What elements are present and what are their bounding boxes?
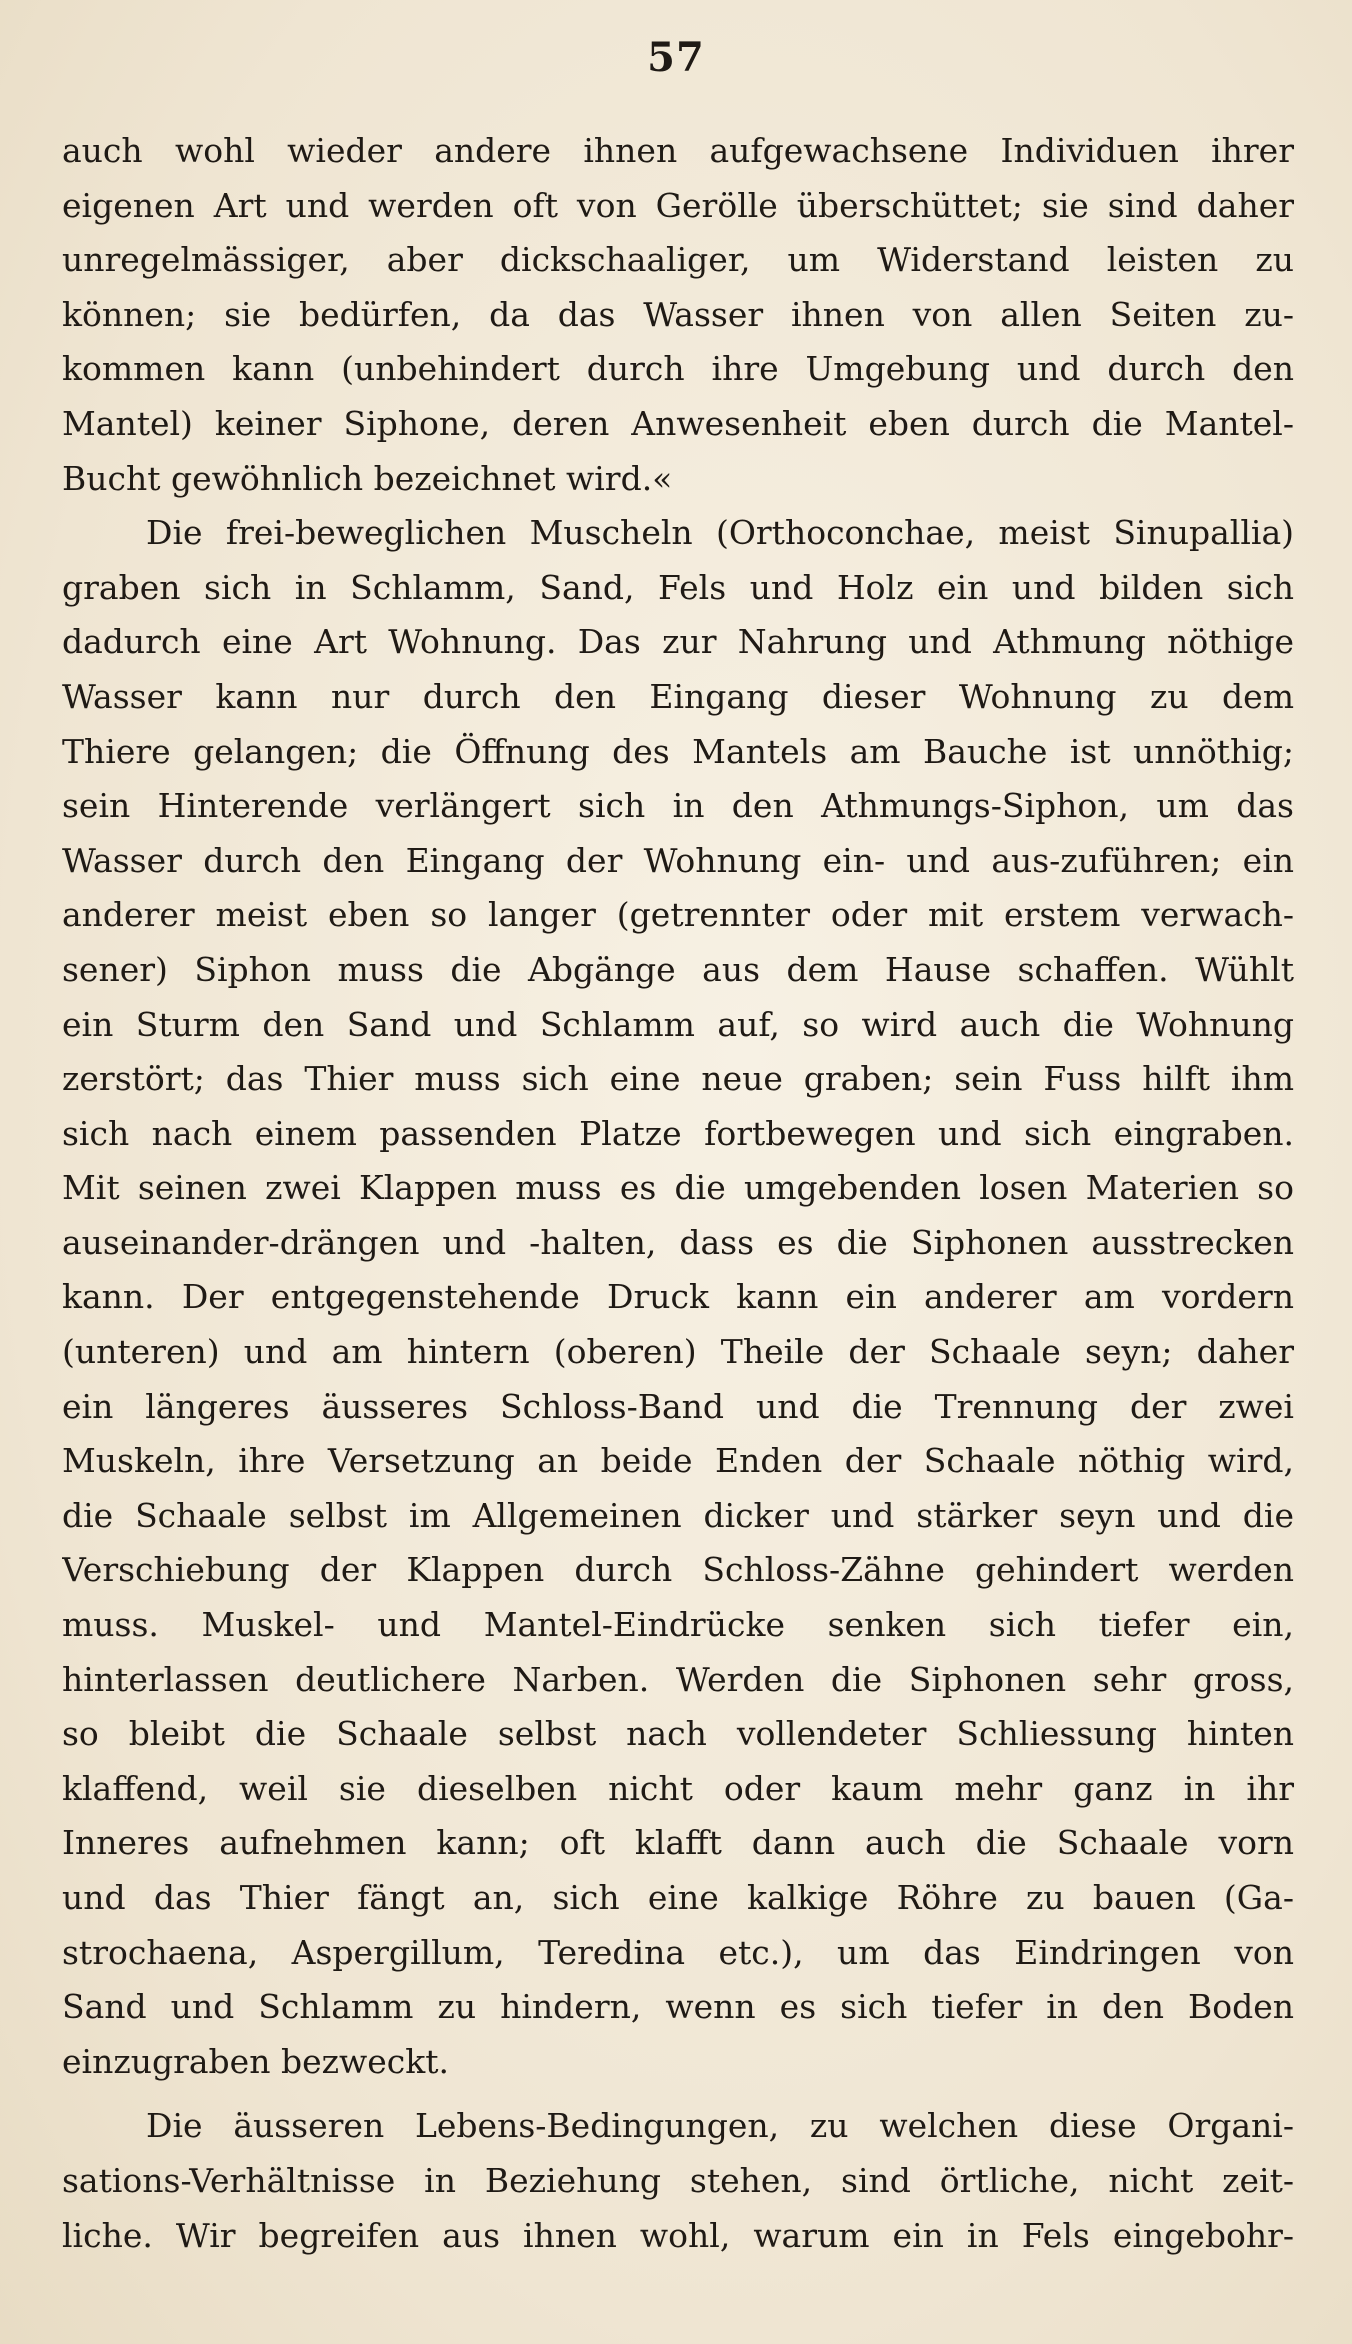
text-line: und das Thier fängt an, sich eine kalkige Röhre zu bauen (Ga- — [62, 1878, 1294, 1917]
text-line: Wasser durch den Eingang der Wohnung ein- und aus-zuführen; ein — [62, 840, 1294, 880]
text-line: sein Hinterende verlängert sich in den Athmungs-Siphon, um das — [62, 786, 1294, 826]
text-line: eigenen Art und werden oft von Gerölle überschüttet; sie sind daher — [62, 185, 1294, 225]
paragraph-3 — [62, 2099, 1294, 2263]
text-line: (unteren) und am hintern (oberen) Theile der Schaale seyn; daher — [62, 1332, 1294, 1372]
paragraph-2 — [62, 506, 1294, 2089]
text-line: Mantel) keiner Siphone, deren Anwesenheit eben durch die Mantel- — [62, 403, 1294, 443]
text-line: so bleibt die Schaale selbst nach vollendeter Schliessung hinten — [62, 1714, 1294, 1754]
text-line: ein Sturm den Sand und Schlamm auf, so wird auch die Wohnung — [62, 1004, 1294, 1044]
text-line: kommen kann (unbehindert durch ihre Umgebung und durch den — [62, 349, 1294, 389]
text-line: sations-Verhältnisse in Beziehung stehen, sind örtliche, nicht zeit- — [62, 2160, 1294, 2200]
text-line: unregelmässiger, aber dickschaaliger, um Widerstand leisten zu — [62, 240, 1294, 280]
text-line: ein längeres äusseres Schloss-Band und die Trennung der zwei — [62, 1386, 1294, 1426]
text-line: liche. Wir begreifen aus ihnen wohl, warum ein in Fels eingebohr- — [62, 2215, 1294, 2255]
text-line: sener) Siphon muss die Abgänge aus dem Hause schaffen. Wühlt — [62, 949, 1294, 989]
text-line: klaffend, weil sie dieselben nicht oder kaum mehr ganz in ihr — [62, 1768, 1294, 1808]
text-line: können; sie bedürfen, da das Wasser ihnen von allen Seiten zu- — [62, 294, 1294, 334]
paragraph-1 — [62, 124, 1294, 506]
text-line: Die frei-beweglichen Muscheln (Orthoconchae, meist Sinupallia) — [146, 513, 1294, 553]
body-text — [62, 124, 1294, 2263]
text-line: sich nach einem passenden Platze fortbewegen und sich eingraben. — [62, 1113, 1294, 1153]
text-line: Verschiebung der Klappen durch Schloss-Zähne gehindert werden — [62, 1550, 1294, 1590]
text-line: Muskeln, ihre Versetzung an beide Enden der Schaale nöthig wird, — [62, 1441, 1294, 1481]
paragraph-spacing — [62, 2089, 1294, 2099]
text-line: anderer meist eben so langer (getrennter oder mit erstem verwach- — [62, 895, 1294, 935]
text-line: Mit seinen zwei Klappen muss es die umgebenden losen Materien so — [62, 1168, 1294, 1208]
page-number: 57 — [647, 34, 705, 81]
text-line: graben sich in Schlamm, Sand, Fels und Holz ein und bilden sich — [62, 567, 1294, 607]
text-line: Sand und Schlamm zu hindern, wenn es sich tiefer in den Boden — [62, 1987, 1294, 2027]
text-line: dadurch eine Art Wohnung. Das zur Nahrung und Athmung nöthige — [62, 622, 1294, 662]
text-line: muss. Muskel- und Mantel-Eindrücke senken sich tiefer ein, — [62, 1605, 1294, 1645]
text-line: Wasser kann nur durch den Eingang dieser Wohnung zu dem — [62, 676, 1294, 716]
text-line: hinterlassen deutlichere Narben. Werden die Siphonen sehr gross, — [62, 1659, 1294, 1699]
text-line: strochaena, Aspergillum, Teredina etc.), um das Eindringen von — [62, 1932, 1294, 1972]
text-line: Inneres aufnehmen kann; oft klafft dann auch die Schaale vorn — [62, 1823, 1294, 1863]
text-line: die Schaale selbst im Allgemeinen dicker und stärker seyn und die — [62, 1495, 1294, 1535]
text-line: auseinander-drängen und -halten, dass es die Siphonen ausstrecken — [62, 1222, 1294, 1262]
text-line: zerstört; das Thier muss sich eine neue graben; sein Fuss hilft ihm — [62, 1059, 1294, 1099]
text-line: Thiere gelangen; die Öffnung des Mantels am Bauche ist unnöthig; — [62, 731, 1294, 771]
text-line: kann. Der entgegenstehende Druck kann ein anderer am vordern — [62, 1277, 1294, 1317]
text-line: Die äusseren Lebens-Bedingungen, zu welchen diese Organi- — [146, 2106, 1294, 2146]
text-line: einzugraben bezweckt. — [62, 2041, 449, 2081]
text-line: auch wohl wieder andere ihnen aufgewachsene Individuen ihrer — [62, 131, 1294, 170]
text-line: Bucht gewöhnlich bezeichnet wird.« — [62, 458, 673, 498]
